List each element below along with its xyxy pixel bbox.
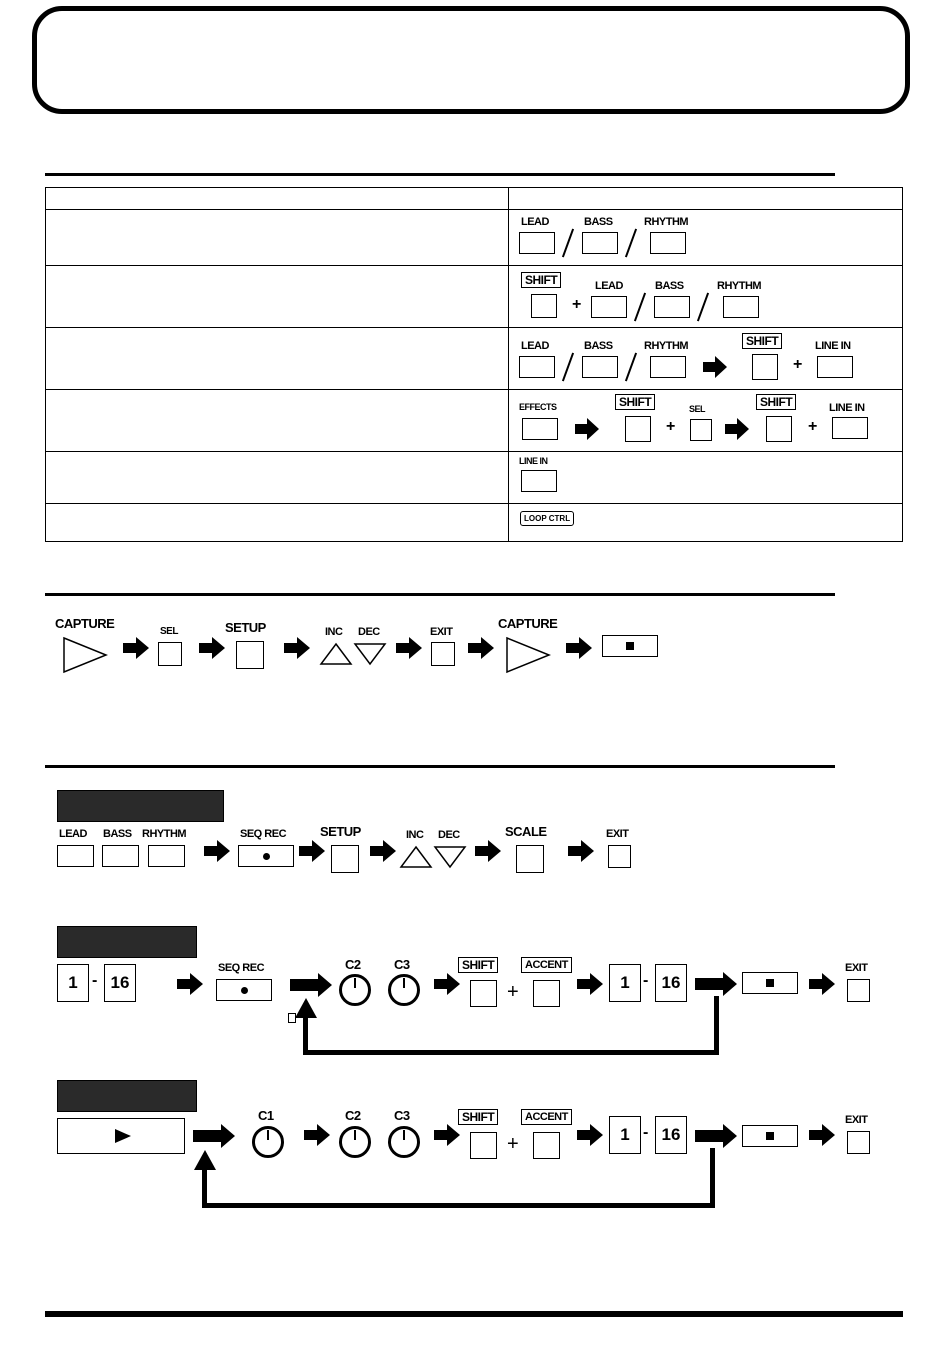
table-header-row [46, 188, 903, 210]
sel-button[interactable] [158, 642, 182, 666]
inc-triangle-icon[interactable] [319, 642, 353, 666]
arrow-right-icon [396, 637, 422, 659]
c3-knob-icon[interactable] [388, 974, 420, 1006]
accent-button[interactable] [533, 980, 560, 1007]
dec-label: DEC [438, 829, 460, 841]
c1-knob-icon[interactable] [252, 1126, 284, 1158]
c1-label: C1 [258, 1108, 274, 1123]
loop-back-line [202, 1203, 715, 1208]
effects-label: EFFECTS [519, 402, 557, 412]
arrow-right-icon [199, 637, 225, 659]
sel-button[interactable] [690, 419, 712, 441]
bass-button[interactable] [102, 845, 139, 867]
arrow-right-icon [577, 973, 603, 995]
loop-back-line [714, 996, 719, 1054]
slash-icon [634, 293, 646, 322]
bass-label: BASS [584, 216, 613, 228]
arrow-right-icon [809, 1124, 835, 1146]
exit-button[interactable] [847, 1131, 870, 1154]
slash-icon [697, 293, 709, 322]
table-row [46, 390, 903, 452]
slash-icon [625, 229, 637, 258]
accent-label: ACCENT [521, 957, 572, 973]
c2-label: C2 [345, 957, 361, 972]
setup-button[interactable] [331, 845, 359, 873]
record-dot-icon [241, 987, 248, 994]
exit-button[interactable] [431, 642, 455, 666]
setup-label: SETUP [320, 824, 361, 839]
table-row [46, 328, 903, 390]
rhythm-button[interactable] [650, 232, 686, 254]
step-16-button[interactable]: 16 [104, 964, 136, 1002]
loop-back-line [202, 1166, 207, 1208]
exit-button[interactable] [608, 845, 631, 868]
arrow-right-icon [575, 418, 599, 440]
loop-back-line [303, 1050, 719, 1055]
effects-button[interactable] [522, 418, 558, 440]
rhythm-label: RHYTHM [644, 216, 689, 228]
lead-label: LEAD [521, 340, 549, 352]
loop-back-line [303, 1014, 308, 1055]
arrow-right-icon [695, 972, 737, 996]
plus-sign: + [808, 418, 818, 435]
shift-label: SHIFT [615, 394, 655, 410]
setup-label: SETUP [225, 620, 266, 635]
bass-button[interactable] [654, 296, 690, 318]
plus-sign: + [572, 296, 582, 313]
capture-label: CAPTURE [55, 616, 115, 631]
capture-label: CAPTURE [498, 616, 558, 631]
line-in-label: LINE IN [815, 340, 851, 352]
arrow-right-icon [468, 637, 494, 659]
loop-ctrl-button[interactable]: LOOP CTRL [520, 511, 574, 526]
shift-button[interactable] [470, 1132, 497, 1159]
stop-square-icon [626, 642, 634, 650]
step-banner-1 [57, 790, 224, 822]
arrow-right-icon [204, 840, 230, 862]
c2-label: C2 [345, 1108, 361, 1123]
arrow-right-icon [123, 637, 149, 659]
arrow-right-icon [434, 973, 460, 995]
plus-sign: + [793, 356, 803, 373]
bass-label: BASS [655, 280, 684, 292]
seq-rec-label: SEQ REC [240, 828, 287, 840]
lead-label: LEAD [521, 216, 549, 228]
line-in-button[interactable] [521, 470, 557, 492]
plus-sign: + [507, 981, 519, 1003]
inc-triangle-icon[interactable] [399, 845, 433, 869]
range-dash: - [643, 972, 649, 989]
c3-label: C3 [394, 957, 410, 972]
c3-label: C3 [394, 1108, 410, 1123]
shift-button[interactable] [766, 416, 792, 442]
setup-button[interactable] [236, 641, 264, 669]
sel-label: SEL [689, 404, 706, 414]
title-box [32, 6, 910, 114]
lead-label: LEAD [595, 280, 623, 292]
rhythm-label: RHYTHM [142, 828, 187, 840]
c2-knob-icon[interactable] [339, 1126, 371, 1158]
arrow-right-icon [299, 840, 325, 862]
table-row [46, 504, 903, 542]
table-row [46, 210, 903, 266]
rhythm-button[interactable] [723, 296, 759, 318]
shift-label: SHIFT [756, 394, 796, 410]
arrow-right-icon [193, 1124, 235, 1148]
table-row [46, 266, 903, 328]
arrow-right-icon [370, 840, 396, 862]
lead-button[interactable] [519, 232, 555, 254]
accent-label: ACCENT [521, 1109, 572, 1125]
rhythm-button[interactable] [148, 845, 185, 867]
step-16-button[interactable]: 16 [655, 1116, 687, 1154]
line-in-label: LINE IN [519, 456, 548, 466]
dec-triangle-icon[interactable] [433, 845, 467, 869]
inc-label: INC [325, 626, 343, 638]
play-triangle-icon [115, 1129, 131, 1143]
arrow-right-icon [725, 418, 749, 440]
line-in-label: LINE IN [829, 402, 865, 414]
dec-triangle-icon[interactable] [353, 642, 387, 666]
lead-button[interactable] [519, 356, 555, 378]
arrow-right-icon [177, 973, 203, 995]
slash-icon [562, 229, 574, 258]
scale-label: SCALE [505, 824, 547, 839]
shift-label: SHIFT [458, 957, 498, 973]
step-1-button[interactable]: 1 [57, 964, 89, 1002]
rhythm-button[interactable] [650, 356, 686, 378]
shift-button[interactable] [625, 416, 651, 442]
arrow-right-icon [475, 840, 501, 862]
arrow-right-icon [695, 1124, 737, 1148]
inc-label: INC [406, 829, 424, 841]
seq-rec-label: SEQ REC [218, 962, 265, 974]
bass-label: BASS [103, 828, 132, 840]
range-dash: - [643, 1124, 649, 1141]
arrow-right-icon [284, 637, 310, 659]
rhythm-label: RHYTHM [644, 340, 689, 352]
loop-back-arrow-icon [295, 998, 317, 1018]
shift-label: SHIFT [521, 272, 561, 288]
arrow-right-icon [568, 840, 594, 862]
plus-sign: + [507, 1133, 519, 1155]
table-row [46, 452, 903, 504]
line-in-button[interactable] [832, 417, 868, 439]
slash-icon [562, 353, 574, 382]
step-16-button[interactable]: 16 [655, 964, 687, 1002]
section-rule-1 [45, 173, 835, 176]
exit-label: EXIT [430, 626, 453, 638]
exit-label: EXIT [845, 962, 868, 974]
arrow-right-icon [566, 637, 592, 659]
lead-button[interactable] [591, 296, 627, 318]
loop-back-arrow-icon [194, 1150, 216, 1170]
shift-button[interactable] [752, 354, 778, 380]
stop-square-icon [766, 1132, 774, 1140]
footer-rule [45, 1311, 903, 1317]
rhythm-label: RHYTHM [717, 280, 762, 292]
shift-button[interactable] [470, 980, 497, 1007]
exit-label: EXIT [606, 828, 629, 840]
shift-label: SHIFT [458, 1109, 498, 1125]
bass-button[interactable] [582, 356, 618, 378]
step-banner-3 [57, 1080, 197, 1112]
line-in-button[interactable] [817, 356, 853, 378]
c2-knob-icon[interactable] [339, 974, 371, 1006]
shift-label: SHIFT [742, 333, 782, 349]
arrow-right-icon [703, 356, 727, 378]
step-banner-2 [57, 926, 197, 958]
arrow-right-icon [809, 973, 835, 995]
stop-square-icon [766, 979, 774, 987]
record-dot-icon [263, 853, 270, 860]
step-1-button[interactable]: 1 [609, 964, 641, 1002]
lead-button[interactable] [57, 845, 94, 867]
range-dash: - [92, 972, 98, 989]
section-rule-2 [45, 593, 835, 596]
stop-button[interactable] [602, 635, 658, 657]
shift-button[interactable] [531, 294, 557, 318]
step-1-button[interactable]: 1 [609, 1116, 641, 1154]
c3-knob-icon[interactable] [388, 1126, 420, 1158]
play-triangle-icon[interactable] [505, 636, 551, 674]
exit-button[interactable] [847, 979, 870, 1002]
bass-label: BASS [584, 340, 613, 352]
sel-label: SEL [160, 626, 178, 637]
bass-button[interactable] [582, 232, 618, 254]
arrow-right-icon [290, 973, 332, 997]
arrow-right-icon [577, 1124, 603, 1146]
exit-label: EXIT [845, 1114, 868, 1126]
accent-button[interactable] [533, 1132, 560, 1159]
slash-icon [625, 353, 637, 382]
dec-label: DEC [358, 626, 380, 638]
loop-back-line [710, 1148, 715, 1207]
scale-button[interactable] [516, 845, 544, 873]
play-triangle-icon[interactable] [62, 636, 108, 674]
operations-table [45, 187, 903, 542]
arrow-right-icon [304, 1124, 330, 1146]
lead-label: LEAD [59, 828, 87, 840]
arrow-right-icon [434, 1124, 460, 1146]
section-rule-3 [45, 765, 835, 768]
plus-sign: + [666, 418, 676, 435]
